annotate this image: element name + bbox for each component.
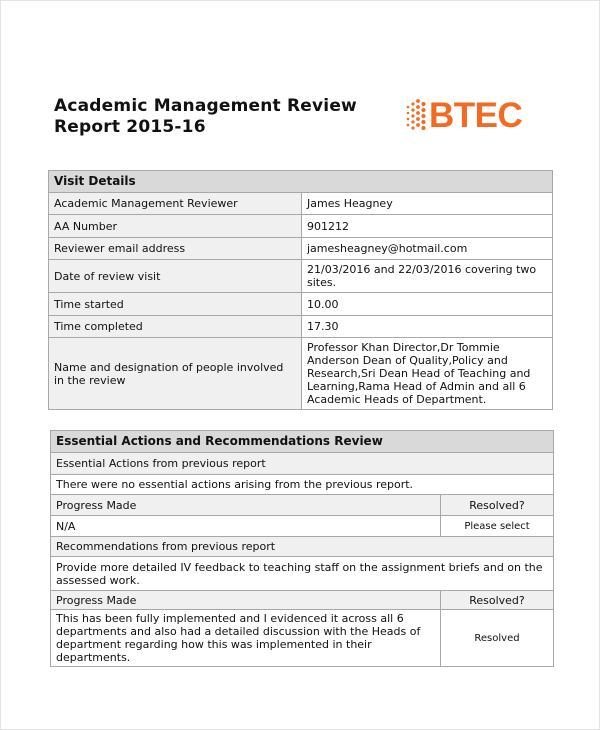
row-label: Time completed (49, 316, 302, 338)
visit-details-table (48, 170, 553, 410)
row-value: jamesheagney@hotmail.com (302, 238, 553, 260)
progress-made-value: N/A (51, 516, 441, 537)
recommendations-text: Provide more detailed IV feedback to teaching staff on the assignment briefs and on the assessed work. (51, 557, 554, 591)
logo-text: BTEC (429, 95, 523, 135)
table-row (49, 238, 553, 260)
row-label: AA Number (49, 215, 302, 238)
row-label: Reviewer email address (49, 238, 302, 260)
table-row (49, 316, 553, 338)
resolved-select[interactable]: Please select (441, 516, 554, 537)
table-row (49, 215, 553, 238)
title-line-2: Report 2015-16 (54, 117, 206, 137)
row-label: Name and designation of people involved in the review (49, 338, 302, 410)
review-heading: Essential Actions and Recommendations Review (51, 431, 554, 453)
row-label: Academic Management Reviewer (49, 193, 302, 215)
table-row (49, 260, 553, 293)
row-value: James Heagney (302, 193, 553, 215)
recommendations-label: Recommendations from previous report (51, 537, 554, 557)
table-row (49, 338, 553, 410)
essential-actions-text: There were no essential actions arising from the previous report. (51, 475, 554, 495)
row-value: 17.30 (302, 316, 553, 338)
row-label: Time started (49, 293, 302, 316)
table-row (49, 293, 553, 316)
row-value: 21/03/2016 and 22/03/2016 covering two sites. (302, 260, 553, 293)
progress-made-value: This has been fully implemented and I evidenced it across all 6 departments and also had a detailed discussion with the Heads of department regarding how this was implemented in their departments. (51, 610, 441, 667)
row-label: Date of review visit (49, 260, 302, 293)
visit-details-heading: Visit Details (49, 171, 553, 193)
btec-logo (405, 94, 540, 136)
essential-actions-label: Essential Actions from previous report (51, 453, 554, 475)
page-title (54, 96, 357, 138)
row-value: 10.00 (302, 293, 553, 316)
title-line-1: Academic Management Review (54, 96, 357, 116)
resolved-label: Resolved? (441, 591, 554, 610)
progress-made-label: Progress Made (51, 495, 441, 516)
row-value: 901212 (302, 215, 553, 238)
resolved-select[interactable]: Resolved (441, 610, 554, 667)
row-value: Professor Khan Director,Dr Tommie Anderson Dean of Quality,Policy and Research,Sri Dean Head of Teaching and Learning,Rama Head of Admin and all 6 Academic Heads of Department. (302, 338, 553, 410)
table-row (49, 193, 553, 215)
review-table (50, 430, 554, 667)
logo-dots-icon (405, 98, 427, 132)
resolved-label: Resolved? (441, 495, 554, 516)
progress-made-label: Progress Made (51, 591, 441, 610)
